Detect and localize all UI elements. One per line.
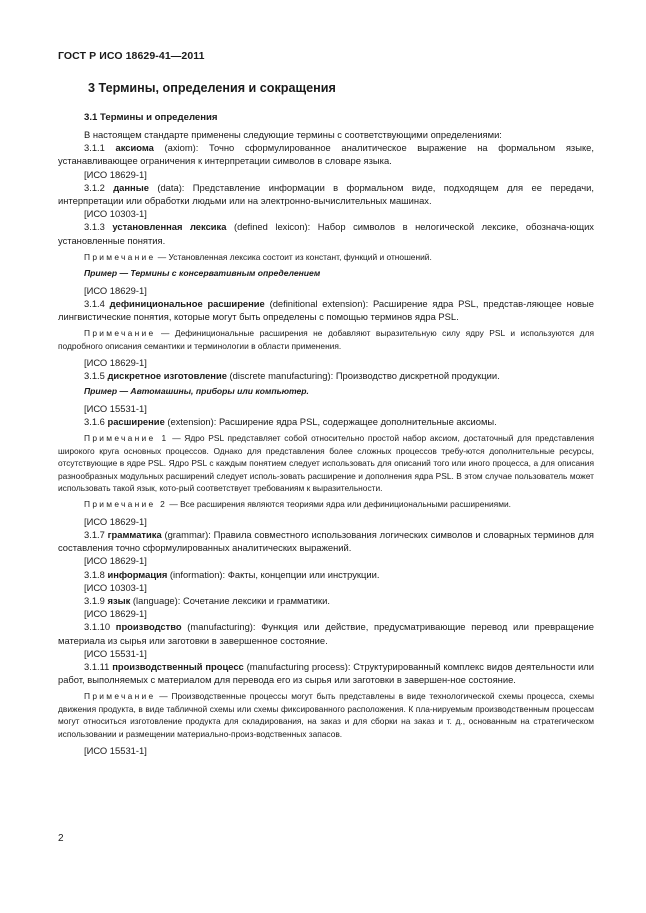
term-3-1-7: [58, 528, 594, 554]
term-number: 3.1.4: [84, 297, 110, 309]
term-name: язык: [107, 594, 131, 606]
note-label: Примечание 2: [84, 499, 168, 510]
term-name: данные: [113, 181, 149, 193]
term-name: расширение: [107, 416, 165, 428]
note-text: — Все расширения являются теориями ядра или дефинициональными расширениями.: [167, 499, 511, 510]
note-label: Примечание: [84, 328, 156, 339]
page-number: 2: [58, 833, 64, 844]
term-name: установленная лексика: [112, 221, 227, 233]
note: [58, 690, 594, 740]
note: [58, 327, 594, 352]
term-reference: [ИСО 18629-1]: [84, 608, 147, 620]
term-3-1-9: [58, 594, 594, 607]
term-definition: (axiom): Точно сформулированное аналитическое выражение на формальном языке, устанавливающее ограничения к интерпретации символов в словаре языка.: [58, 142, 594, 167]
term-reference: [ИСО 18629-1]: [84, 357, 147, 369]
term-definition: (information): Факты, концепции или инструкции.: [167, 568, 380, 580]
term-number: 3.1.1: [84, 142, 116, 154]
note-text: — Дефинициональные расширения не добавляют выразительную силу ядру PSL и используются для подробного описания семантики и терминологии в области применения.: [58, 328, 594, 351]
note-label: Примечание: [84, 691, 156, 702]
example: Пример — Термины с консервативным определением: [84, 268, 321, 279]
term-number: 3.1.5: [84, 370, 108, 382]
note-2: [58, 498, 594, 510]
term-definition: (language): Сочетание лексики и грамматики.: [130, 594, 330, 606]
term-3-1-2: [58, 181, 594, 207]
term-number: 3.1.2: [84, 181, 114, 193]
term-definition: (manufacturing process): Структурированный комплекс видов деятельности или работ, выполняемых с материалом для перевода его из сырья или заготовки в завершен-ное состояние.: [58, 660, 594, 686]
section-title: 3 Термины, определения и сокращения: [88, 81, 336, 95]
example: Пример — Автомашины, приборы или компьютер.: [84, 386, 309, 397]
term-3-1-4: [58, 297, 594, 323]
term-reference: [ИСО 18629-1]: [84, 284, 147, 296]
term-number: 3.1.3: [84, 221, 113, 233]
term-number: 3.1.6: [84, 416, 108, 428]
term-reference: [ИСО 10303-1]: [84, 581, 147, 593]
term-reference: [ИСО 15531-1]: [84, 647, 147, 659]
term-reference: [ИСО 10303-1]: [84, 208, 147, 220]
term-definition: (definitional extension): Расширение ядра PSL, представ-ляющее новые лингвистические понятия, которые могут быть определены с помощью терминов ядра PSL.: [58, 297, 594, 323]
term-3-1-1: [58, 141, 594, 167]
term-definition: (extension): Расширение ядра PSL, содержащее дополнительные аксиомы.: [164, 416, 497, 428]
term-definition: (grammar): Правила совместного использования логических символов и словарных терминов для составления точно сформулированных аналитических выражений.: [58, 528, 594, 554]
note: [58, 251, 594, 263]
term-name: производственный процесс: [112, 660, 244, 672]
term-name: грамматика: [107, 528, 162, 540]
term-3-1-8: [58, 568, 594, 581]
term-reference: [ИСО 18629-1]: [84, 168, 147, 180]
term-3-1-11: [58, 660, 594, 686]
term-definition: (manufacturing): Функция или действие, предусматривающие перевод или превращение материала из сырья или заготовки в завершенное состояние.: [58, 621, 595, 646]
note-text: — Ядро PSL представляет собой относительно простой набор аксиом, достаточный для представления широкого круга основных процессов. Однако для представления более сложных процессов требу-ются дополнительные ресурсы, отсутствующие в ядре PSL. Ядро PSL с каждым понятием следует использовать для описаний того или иного процесса, а для описания разнообразных модульных расширений следует исполь-зовать расширение и дополнения ядра PSL. В этом случае пользователь может использовать такой язык, кото-рый соответствует требованиям к выразительности.: [58, 433, 594, 493]
term-number: 3.1.7: [84, 528, 108, 540]
term-name: дискретное изготовление: [107, 370, 227, 382]
term-3-1-10: [58, 620, 594, 646]
term-name: дефинициональное расширение: [109, 297, 265, 309]
term-number: 3.1.11: [84, 660, 113, 672]
note-label: Примечание 1: [84, 433, 169, 444]
term-reference: [ИСО 18629-1]: [84, 515, 147, 527]
term-definition: (defined lexicon): Набор символов в нелогической лексике, обознача-ющих установленные понятия.: [58, 221, 594, 246]
term-name: аксиома: [115, 142, 154, 154]
document-header: ГОСТ Р ИСО 18629-41—2011: [58, 50, 205, 62]
subsection-title: 3.1 Термины и определения: [84, 112, 218, 123]
term-3-1-6: [58, 415, 594, 428]
term-number: 3.1.10: [84, 621, 116, 633]
term-reference: [ИСО 15531-1]: [84, 402, 147, 414]
term-3-1-3: [58, 220, 594, 246]
term-name: производство: [115, 621, 182, 633]
term-reference: [ИСО 15531-1]: [84, 744, 147, 756]
term-number: 3.1.9: [84, 594, 108, 606]
intro-paragraph: В настоящем стандарте применены следующие термины с соответствующими определениями:: [84, 129, 502, 140]
term-definition: (data): Представление информации в формальном виде, подходящем для ее передачи, интерпретации или обработки людьми или на электронно-вычислительных машинах.: [58, 181, 594, 207]
note-label: Примечание: [84, 251, 156, 262]
term-definition: (discrete manufacturing): Производство дискретной продукции.: [226, 370, 500, 382]
term-3-1-5: [58, 369, 594, 382]
term-name: информация: [107, 568, 168, 580]
note-1: [58, 432, 594, 494]
note-text: — Установленная лексика состоит из констант, функций и отношений.: [155, 251, 432, 262]
note-text: — Производственные процессы могут быть представлены в виде технологической схемы процесса, схемы движения продукта, в виде табличной схемы или схемы фиксированного расположения. К пла-нируемым производственным процессам могут относиться изготовление продукта для складирования, на заказ и для сборки на заказ и т. д., основанным на стратегическом использовании и размещении материально-произ-водственных запасов.: [58, 691, 594, 739]
term-number: 3.1.8: [84, 568, 108, 580]
term-reference: [ИСО 18629-1]: [84, 555, 147, 567]
